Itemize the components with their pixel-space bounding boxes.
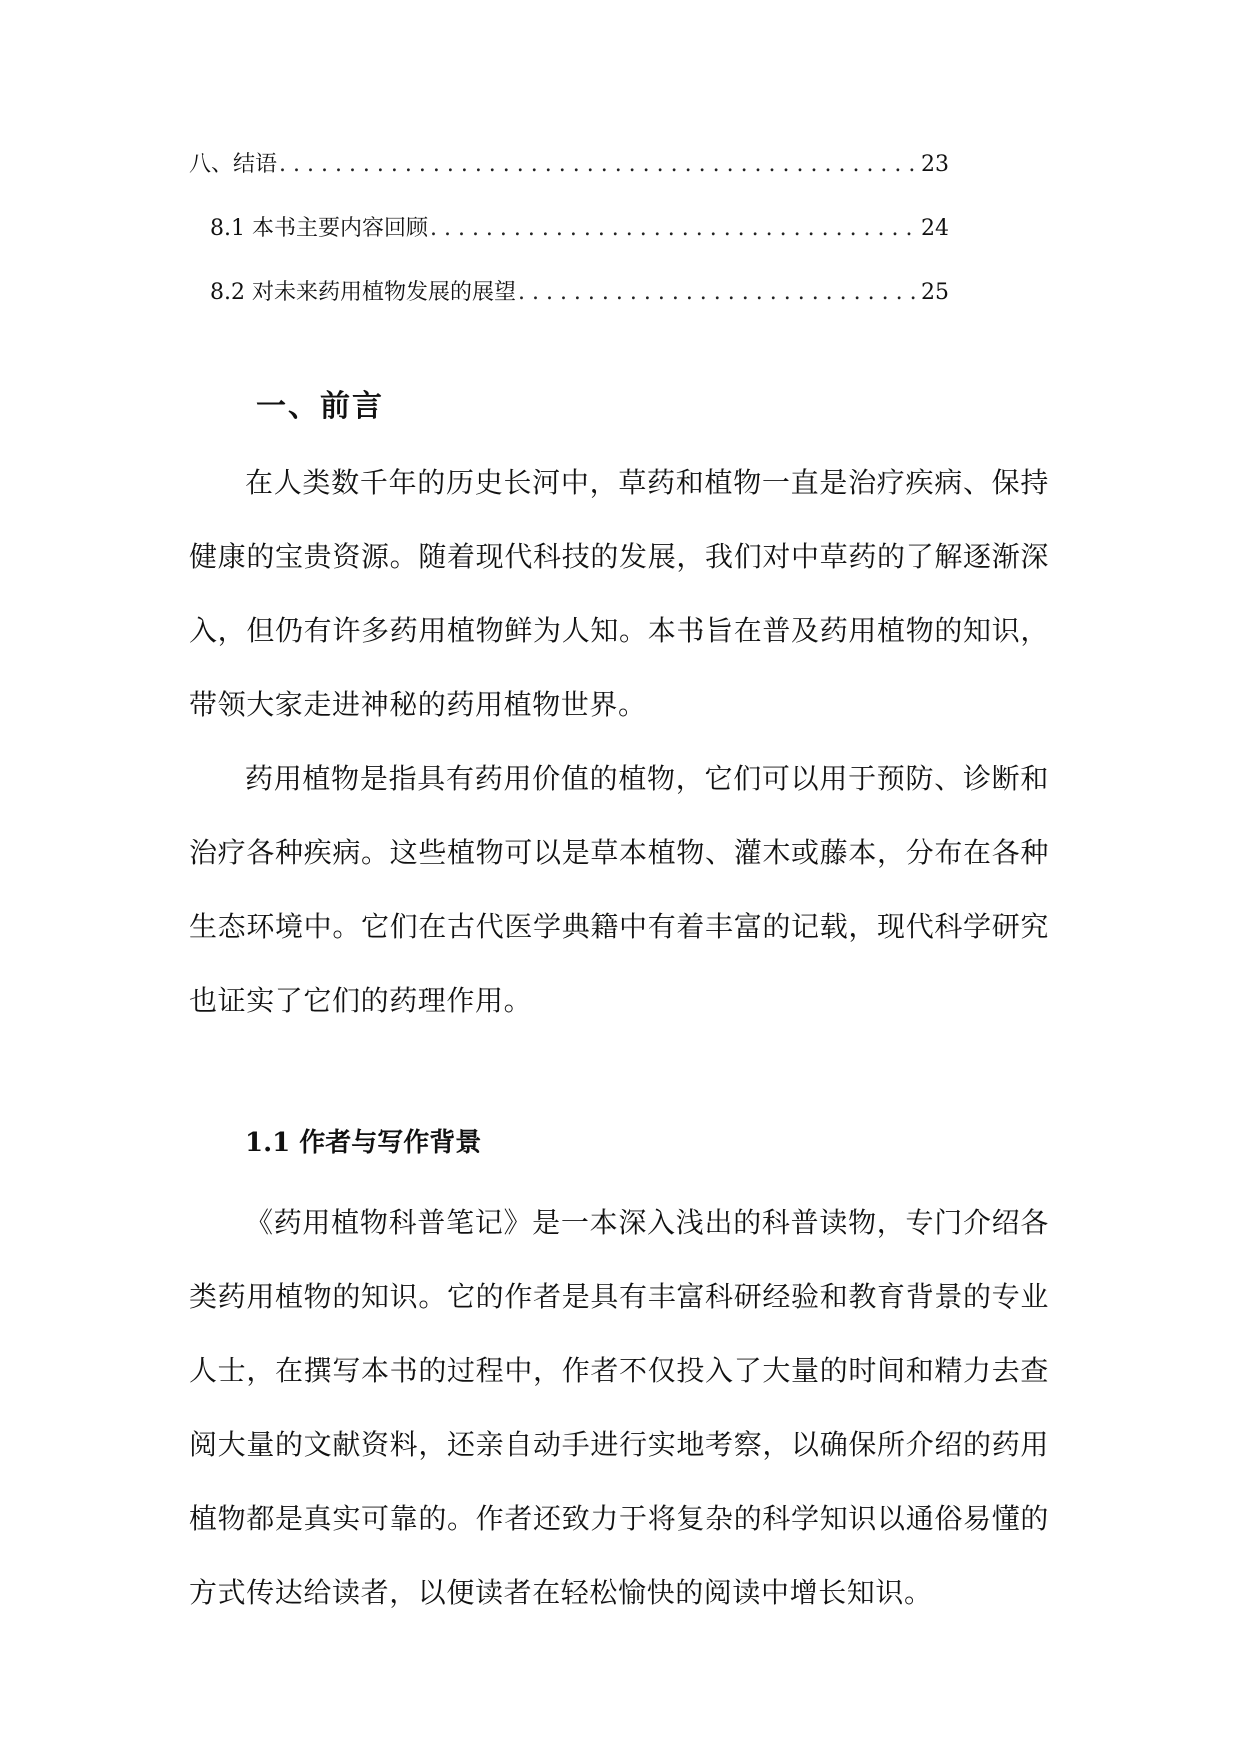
toc-entry-conclusion[interactable] bbox=[189, 148, 949, 212]
toc-entry-review[interactable] bbox=[189, 212, 949, 276]
section-heading-preface: 一、前言 bbox=[256, 389, 384, 424]
toc-page-number: 25 bbox=[921, 280, 949, 305]
subsection-heading-author-background: 1.1 作者与写作背景 bbox=[245, 1128, 482, 1158]
preface-paragraph-1: 在人类数千年的历史长河中，草药和植物一直是治疗疾病、保持健康的宝贵资源。随着现代科技的发展，我们对中草药的了解逐渐深入，但仍有许多药用植物鲜为人知。本书旨在普及药用植物的知识，带领大家走进神秘的药用植物世界。 bbox=[189, 466, 1049, 721]
preface-paragraph-2: 药用植物是指具有药用价值的植物，它们可以用于预防、诊断和治疗各种疾病。这些植物可以是草本植物、灌木或藤本，分布在各种生态环境中。它们在古代医学典籍中有着丰富的记载，现代科学研究也证实了它们的药理作用。 bbox=[189, 762, 1049, 1017]
toc-entry-outlook[interactable] bbox=[189, 276, 949, 340]
author-background-paragraph: 《药用植物科普笔记》是一本深入浅出的科普读物，专门介绍各类药用植物的知识。它的作者是具有丰富科研经验和教育背景的专业人士，在撰写本书的过程中，作者不仅投入了大量的时间和精力去查阅大量的文献资料，还亲自动手进行实地考察，以确保所介绍的药用植物都是真实可靠的。作者还致力于将复杂的科学知识以通俗易懂的方式传达给读者，以便读者在轻松愉快的阅读中增长知识。 bbox=[189, 1206, 1049, 1609]
toc-entry-label: 八、结语 bbox=[189, 152, 278, 177]
toc-dot-leader bbox=[430, 212, 919, 246]
toc-dot-leader bbox=[518, 276, 919, 310]
toc-entry-label: 8.2 对未来药用植物发展的展望 bbox=[210, 280, 516, 305]
table-of-contents bbox=[189, 148, 949, 340]
toc-page-number: 24 bbox=[921, 216, 949, 241]
toc-page-number: 23 bbox=[921, 152, 949, 177]
toc-entry-label: 8.1 本书主要内容回顾 bbox=[210, 216, 428, 241]
toc-dot-leader bbox=[279, 148, 919, 182]
